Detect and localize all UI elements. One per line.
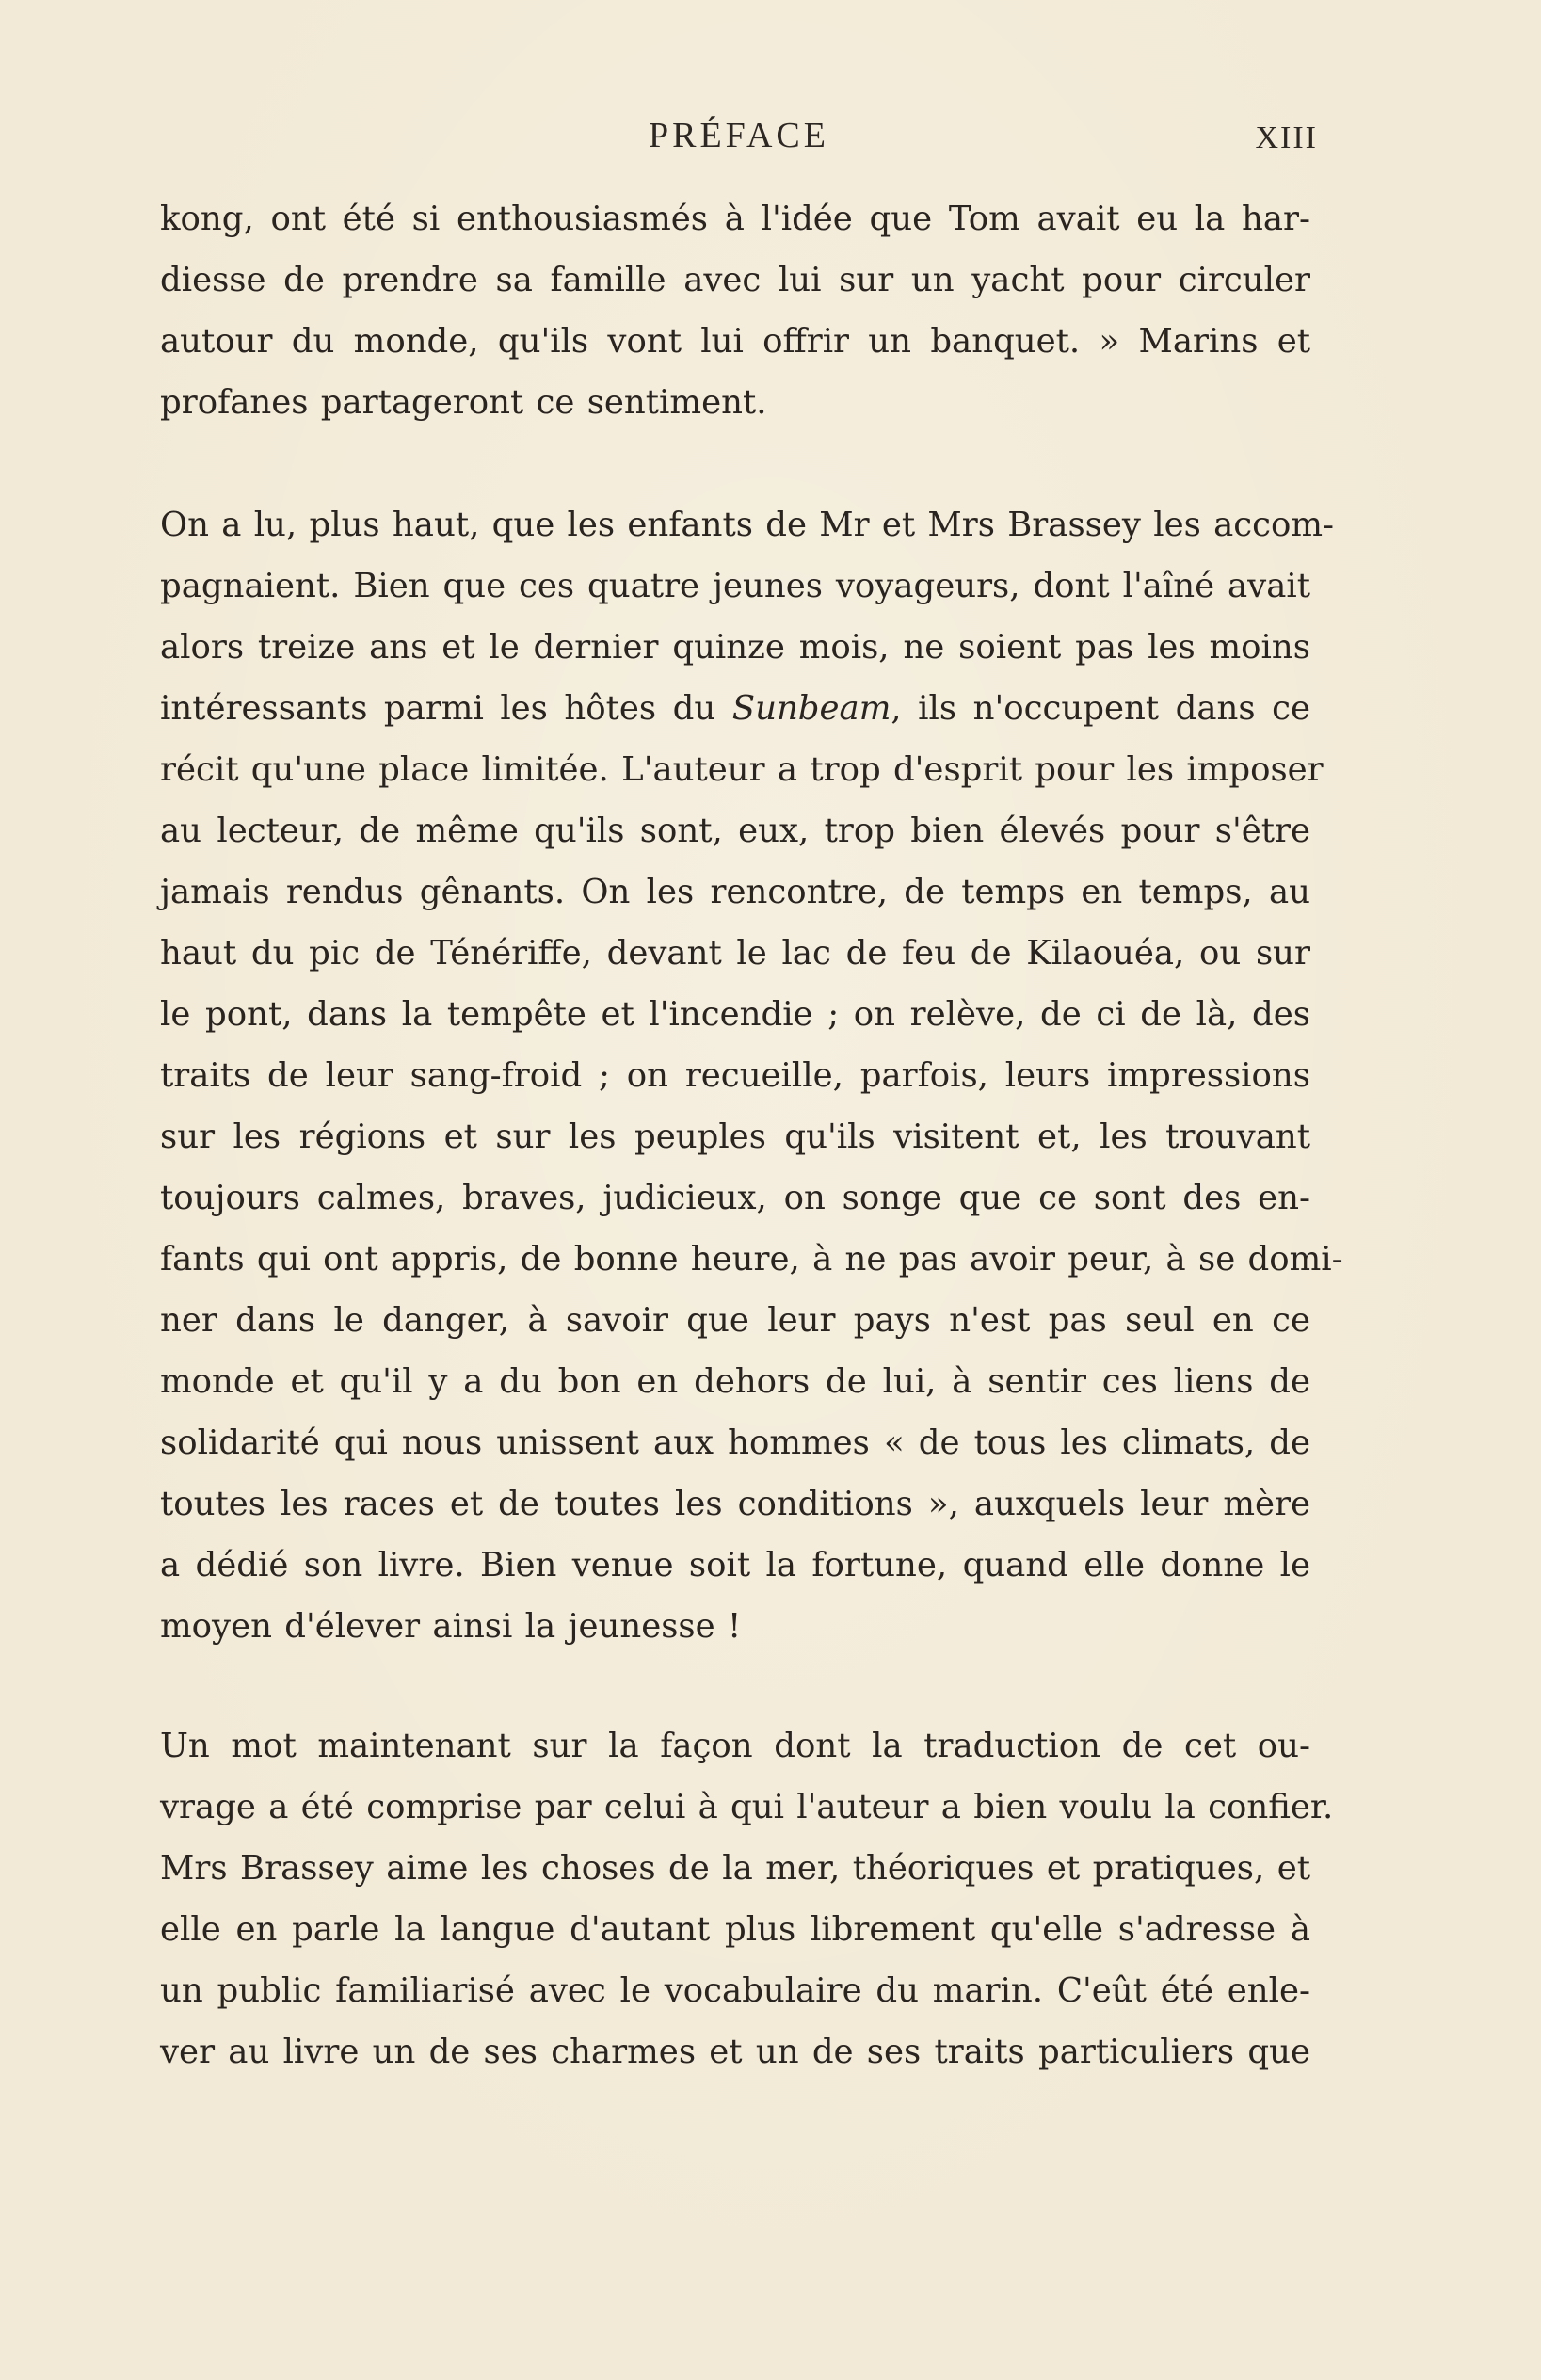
text-line: elle en parle la langue d'autant plus librement qu'elle s'adresse à: [160, 1910, 1310, 1949]
text-line: jamais rendus gênants. On les rencontre, de temps en temps, au: [160, 873, 1310, 911]
text-line: solidarité qui nous unissent aux hommes « de tous les climats, de: [160, 1423, 1310, 1462]
text-line: intéressants parmi les hôtes du Sunbeam, ils n'occupent dans ce: [160, 689, 1310, 728]
page-number: XIII: [1255, 121, 1318, 155]
ship-name: Sunbeam: [731, 689, 891, 728]
text-line: Un mot maintenant sur la façon dont la traduction de cet ou-: [160, 1727, 1310, 1765]
text-line: alors treize ans et le dernier quinze mois, ne soient pas les moins: [160, 628, 1310, 667]
text-line: vrage a été comprise par celui à qui l'auteur a bien voulu la confier.: [160, 1788, 1334, 1826]
text-line: un public familiarisé avec le vocabulaire du marin. C'eût été enle-: [160, 1971, 1310, 2010]
text-line: toutes les races et de toutes les conditions », auxquels leur mère: [160, 1485, 1310, 1523]
text-line: diesse de prendre sa famille avec lui sur un yacht pour circuler: [160, 261, 1310, 299]
text-line: profanes partageront ce sentiment.: [160, 383, 767, 422]
text-line: ver au livre un de ses charmes et un de ses traits particuliers que: [160, 2033, 1310, 2071]
text-line: traits de leur sang-froid ; on recueille, parfois, leurs impressions: [160, 1056, 1310, 1095]
paragraph-2: [160, 494, 1343, 1657]
text-line: ner dans le danger, à savoir que leur pays n'est pas seul en ce: [160, 1301, 1310, 1340]
text-line: moyen d'élever ainsi la jeunesse !: [160, 1607, 742, 1646]
chapter-title: PRÉFACE: [648, 116, 829, 155]
paragraph-gap: [160, 433, 1310, 494]
text-line: kong, ont été si enthousiasmés à l'idée que Tom avait eu la har-: [160, 200, 1310, 238]
text-line: monde et qu'il y a du bon en dehors de lui, à sentir ces liens de: [160, 1362, 1310, 1401]
text-line: autour du monde, qu'ils vont lui offrir un banquet. » Marins et: [160, 322, 1310, 361]
text-line: pagnaient. Bien que ces quatre jeunes voyageurs, dont l'aîné avait: [160, 567, 1310, 605]
text-line: toujours calmes, braves, judicieux, on songe que ce sont des en-: [160, 1179, 1310, 1217]
text-line: sur les régions et sur les peuples qu'ils visitent et, les trouvant: [160, 1118, 1310, 1156]
paragraph-gap: [160, 1657, 1310, 1715]
paragraph-3: [160, 1715, 1334, 2082]
running-header: [160, 115, 1318, 171]
paragraph-1: [160, 188, 1310, 433]
text-line: le pont, dans la tempête et l'incendie ; on relève, de ci de là, des: [160, 995, 1310, 1034]
text-line: a dédié son livre. Bien venue soit la fortune, quand elle donne le: [160, 1546, 1310, 1584]
text-line: récit qu'une place limitée. L'auteur a trop d'esprit pour les imposer: [160, 750, 1324, 789]
text-line: fants qui ont appris, de bonne heure, à ne pas avoir peur, à se domi-: [160, 1240, 1343, 1278]
body-text: [160, 188, 1343, 2082]
text-line: On a lu, plus haut, que les enfants de Mr et Mrs Brassey les accom-: [160, 506, 1335, 544]
text-line: au lecteur, de même qu'ils sont, eux, trop bien élevés pour s'être: [160, 812, 1310, 850]
text-line: Mrs Brassey aime les choses de la mer, théoriques et pratiques, et: [160, 1849, 1310, 1888]
text-line: haut du pic de Ténériffe, devant le lac de feu de Kilaouéa, ou sur: [160, 934, 1310, 973]
